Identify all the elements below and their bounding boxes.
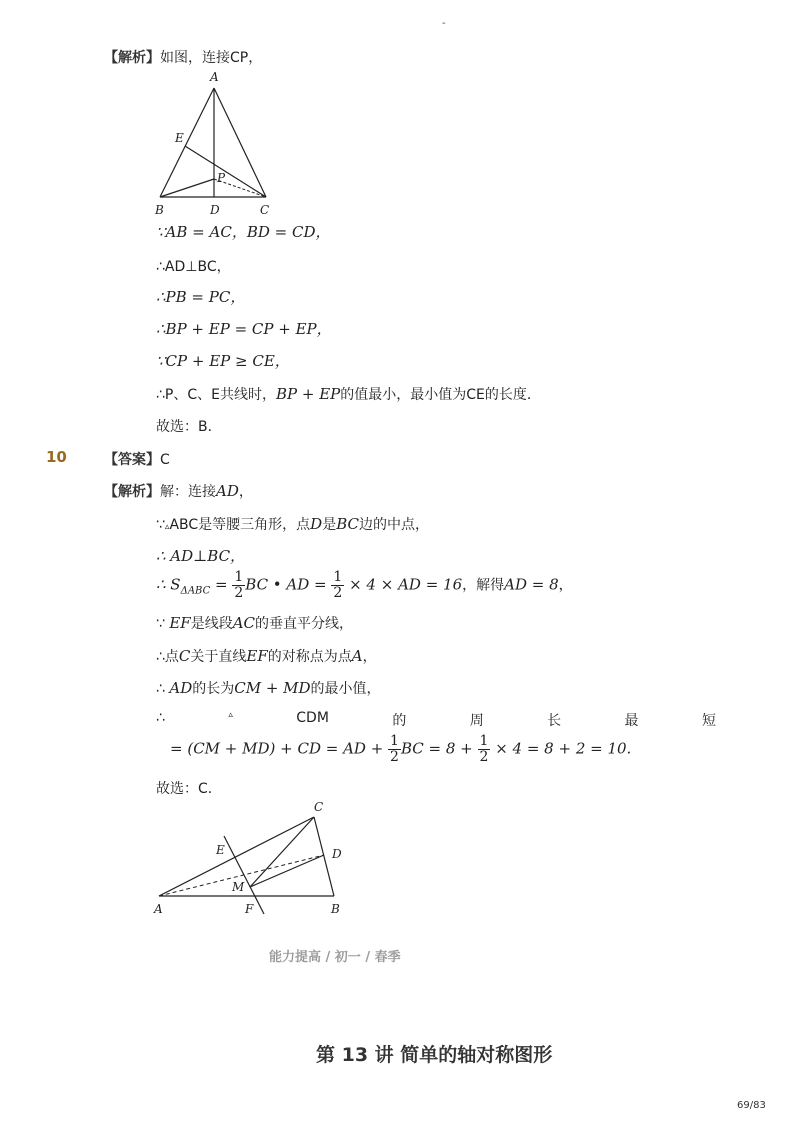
label-B: B — [155, 203, 164, 217]
q10-line7: ∴ ▵ CDM 的 周 长 最 短 — [156, 710, 716, 729]
analysis-tag: 【解析】 — [104, 50, 160, 66]
q10-line6: ∴ AD的长为CM + MD的最小值， — [156, 679, 381, 697]
q10-line5: ∴点C关于直线EF的对称点为点A， — [156, 647, 377, 665]
label-F: F — [245, 902, 254, 916]
question-number: 10 — [46, 448, 67, 466]
chapter-title: 第 13 讲 简单的轴对称图形 — [316, 1044, 553, 1066]
page-number: 69/83 — [737, 1100, 766, 1111]
q10-line8: = (CM + MD) + CD = AD + $\frac{1}{2}$ BC = 8 + $\frac{1}{2}$ × 4 = 8 + 2 = 10. — [170, 733, 632, 765]
q9-line5: ∵CP + EP ≥ CE， — [156, 352, 290, 370]
label-E: E — [216, 843, 225, 857]
q9-line7: 故选：B． — [156, 419, 222, 435]
q10-line2: ∴ AD⊥BC， — [156, 547, 246, 565]
q10-line9: 故选：C． — [156, 781, 222, 797]
q9-line2: ∴AD⊥BC， — [156, 259, 231, 275]
analysis-tag: 【解析】 — [104, 484, 160, 500]
q9-line6: ∴P、C、E共线时，BP + EP的值最小，最小值为CE的长度． — [156, 385, 541, 403]
label-B: B — [331, 902, 340, 916]
label-D: D — [332, 847, 342, 861]
label-A: A — [154, 902, 163, 916]
q9-line4: ∴BP + EP = CP + EP， — [156, 320, 332, 338]
top-mark: - — [442, 18, 446, 29]
q10-line4: ∵ EF是线段AC的垂直平分线， — [156, 614, 354, 632]
q9-line1: ∵AB = AC，BD = CD， — [156, 223, 331, 241]
label-A: A — [210, 70, 219, 84]
q9-intro: 如图，连接CP， — [160, 50, 263, 66]
triangle-figure — [148, 66, 278, 218]
label-C: C — [314, 800, 324, 814]
q10-line3: ∴ $S_{\Delta ABC}$ = $\frac{1}{2}$ BC • AD = $\frac{1}{2}$ × 4 × AD = 16，解得AD = 8， — [156, 569, 573, 601]
label-P: P — [217, 171, 226, 185]
label-D: D — [210, 203, 220, 217]
q10-line1: ∵▵ABC是等腰三角形，点D是BC边的中点， — [156, 515, 429, 533]
label-E: E — [175, 131, 184, 145]
answer-tag: 【答案】 — [104, 452, 160, 468]
footer-series: 能力提高 / 初一 / 春季 — [269, 950, 401, 965]
label-C: C — [260, 203, 270, 217]
label-M: M — [232, 880, 245, 894]
triangle-figure-2 — [150, 796, 360, 920]
answer-value: C — [160, 452, 170, 468]
q9-line3: ∴PB = PC， — [156, 288, 246, 306]
